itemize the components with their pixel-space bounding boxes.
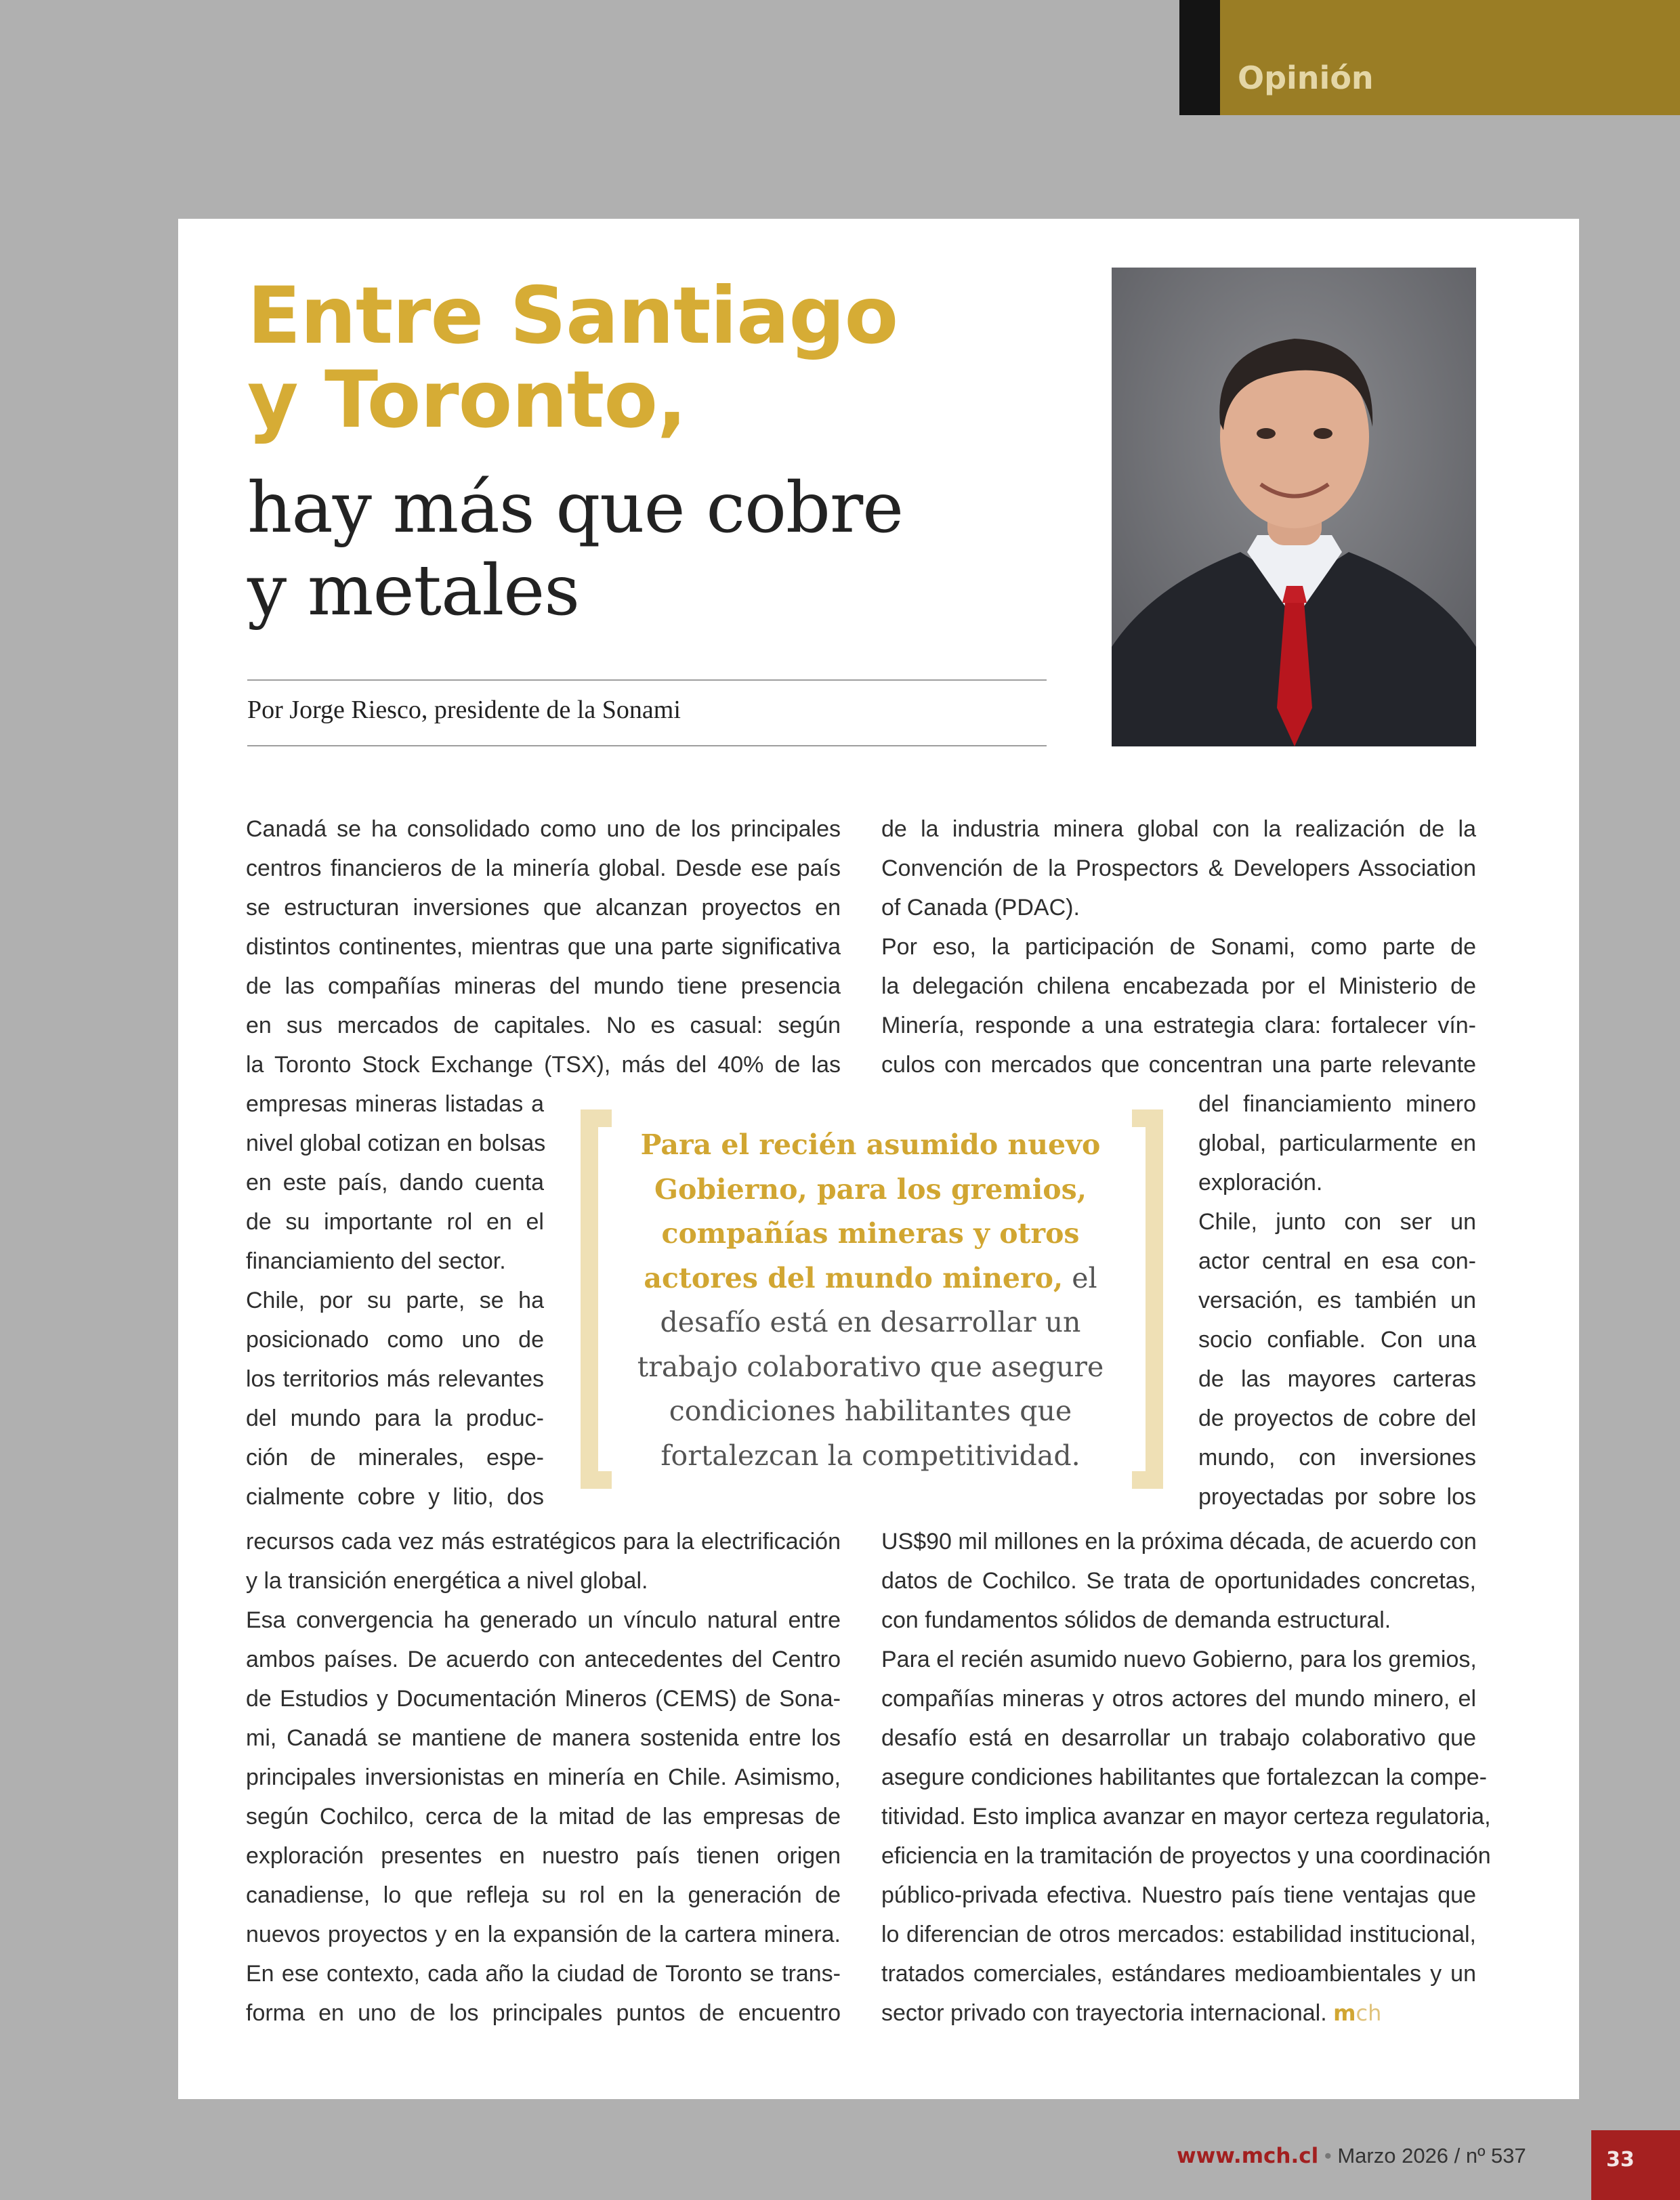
paragraph-line: de las compañías mineras del mundo tiene presencia [246, 973, 841, 999]
paragraph-line: en este país, dando cuenta [246, 1170, 544, 1196]
paragraph-line: nivel global cotizan en bolsas [246, 1130, 546, 1156]
section-tab-marker [1179, 0, 1220, 115]
paragraph-line: ción de minerales, espe- [246, 1445, 544, 1471]
section-label: Opinión [1238, 60, 1374, 96]
paragraph-line: en sus mercados de capitales. No es casual: según [246, 1013, 841, 1038]
paragraph-line: tratados comerciales, estándares medioambientales y un [881, 1961, 1476, 1987]
pull-quote-line: Para el recién asumido nuevo [640, 1128, 1101, 1161]
paragraph-line: distintos continentes, mientras que una parte significativa [246, 934, 841, 960]
footer-url-link[interactable]: www.mch.cl [1177, 2144, 1319, 2168]
paragraph-line: posicionado como uno de [246, 1327, 544, 1353]
paragraph-line: versación, es también un [1198, 1288, 1476, 1313]
paragraph-line: principales inversionistas en minería en Chile. Asimismo, [246, 1764, 841, 1790]
paragraph-line: empresas mineras listadas a [246, 1091, 544, 1117]
byline-rule-bottom [247, 745, 1047, 746]
paragraph-line: compañías mineras y otros actores del mundo minero, el [881, 1686, 1476, 1712]
pull-quote-line: condiciones habilitantes que [669, 1395, 1072, 1427]
page-number-box [1591, 2130, 1680, 2200]
paragraph-line: de Estudios y Documentación Mineros (CEMS) de Sona- [246, 1686, 841, 1712]
paragraph-line: culos con mercados que concentran una parte relevante [881, 1052, 1476, 1078]
paragraph-line: de su importante rol en el [246, 1209, 544, 1235]
section-tab [1220, 0, 1680, 115]
footer-issue: Marzo 2026 / nº 537 [1337, 2144, 1526, 2167]
paragraph-line: ambos países. De acuerdo con antecedentes del Centro [246, 1647, 841, 1672]
paragraph-line: of Canada (PDAC). [881, 895, 1080, 921]
paragraph-line: lo diferencian de otros mercados: estabilidad institucional, [881, 1922, 1476, 1947]
page-footer [1177, 2140, 1526, 2172]
pull-quote [613, 1123, 1128, 1478]
headline-light [247, 467, 925, 632]
paragraph-line: y la transición energética a nivel global. [246, 1568, 648, 1594]
paragraph-line: datos de Cochilco. Se trata de oportunidades concretas, [881, 1568, 1476, 1594]
paragraph-line: eficiencia en la tramitación de proyectos y una coordinación [881, 1843, 1491, 1869]
paragraph-line: los territorios más relevantes [246, 1366, 544, 1392]
headline-light-line: y metales [247, 549, 580, 631]
paragraph-line: recursos cada vez más estratégicos para la electrificación [246, 1529, 841, 1554]
paragraph-line: proyectadas por sobre los [1198, 1484, 1476, 1510]
paragraph-line: de la industria minera global con la realización de la [881, 816, 1476, 842]
paragraph-line: de proyectos de cobre del [1198, 1405, 1476, 1431]
paragraph-line: exploración. [1198, 1170, 1323, 1196]
quote-bracket-right-icon [1122, 1109, 1163, 1489]
portrait-photo-icon [1112, 268, 1476, 746]
page-number: 33 [1606, 2148, 1635, 2172]
paragraph-line: Para el recién asumido nuevo Gobierno, para los gremios, [881, 1647, 1477, 1672]
paragraph-line: Convención de la Prospectors & Developers Association [881, 855, 1476, 881]
paragraph-line: canadiense, lo que refleja su rol en la generación de [246, 1882, 841, 1908]
paragraph-line-final [881, 1993, 1476, 2033]
paragraph-line: Chile, por su parte, se ha [246, 1288, 544, 1313]
paragraph-line: desafío está en desarrollar un trabajo colaborativo que [881, 1725, 1476, 1751]
pull-quote-line: trabajo colaborativo que asegure [637, 1350, 1104, 1383]
paragraph-line: asegure condiciones habilitantes que fortalezcan la compe- [881, 1764, 1487, 1790]
paragraph-line: Chile, junto con ser un [1198, 1209, 1476, 1235]
paragraph-line: global, particularmente en [1198, 1130, 1476, 1156]
paragraph-line: del mundo para la produc- [246, 1405, 544, 1431]
mch-signature-mark: mch [1333, 2000, 1382, 2026]
paragraph-line: de las mayores carteras [1198, 1366, 1476, 1392]
paragraph-line: nuevos proyectos y en la expansión de la cartera minera. [246, 1922, 841, 1947]
paragraph-line: socio confiable. Con una [1198, 1327, 1476, 1353]
paragraph-line: forma en uno de los principales puntos de encuentro [246, 2000, 841, 2026]
headline-bold-line: y Toronto, [247, 354, 687, 446]
pull-quote-line: desafío está en desarrollar un [660, 1306, 1081, 1338]
headline-light-line: hay más que cobre [247, 467, 904, 549]
paragraph-line: mi, Canadá se mantiene de manera sostenida entre los [246, 1725, 841, 1751]
headline-bold-line: Entre Santiago [247, 270, 898, 362]
paragraph-line: financiamiento del sector. [246, 1248, 506, 1274]
headline-bold [247, 270, 925, 446]
paragraph-line: centros financieros de la minería global. Desde ese país [246, 855, 841, 881]
paragraph-line: En ese contexto, cada año la ciudad de Toronto se trans- [246, 1961, 841, 1987]
paragraph-line: del financiamiento minero [1198, 1091, 1476, 1117]
paragraph-line: mundo, con inversiones [1198, 1445, 1476, 1471]
paragraph-line: actor central en esa con- [1198, 1248, 1476, 1274]
byline-rule-top [247, 679, 1047, 681]
pull-quote-line: compañías mineras y otros [661, 1217, 1080, 1250]
byline: Por Jorge Riesco, presidente de la Sonami [247, 696, 681, 724]
paragraph-line: público-privada efectiva. Nuestro país tiene ventajas que [881, 1882, 1476, 1908]
paragraph-line: exploración presentes en nuestro país tienen origen [246, 1843, 841, 1869]
paragraph-line: con fundamentos sólidos de demanda estructural. [881, 1607, 1391, 1633]
paragraph-line: Canadá se ha consolidado como uno de los principales [246, 816, 841, 842]
paragraph-line: Minería, responde a una estrategia clara: fortalecer vín- [881, 1013, 1476, 1038]
paragraph-line: la Toronto Stock Exchange (TSX), más del 40% de las [246, 1052, 841, 1078]
paragraph-line: US$90 mil millones en la próxima década, de acuerdo con [881, 1529, 1477, 1554]
pull-quote-line: actores del mundo minero, el [644, 1261, 1097, 1294]
paragraph-line: se estructuran inversiones que alcanzan proyectos en [246, 895, 841, 921]
paragraph-line: Esa convergencia ha generado un vínculo natural entre [246, 1607, 841, 1633]
final-sentence: sector privado con trayectoria internacional. [881, 2000, 1327, 2026]
paragraph-line: cialmente cobre y litio, dos [246, 1484, 544, 1510]
pull-quote-line: fortalezcan la competitividad. [660, 1439, 1080, 1472]
paragraph-line: la delegación chilena encabezada por el Ministerio de [881, 973, 1476, 999]
footer-separator: • [1318, 2144, 1338, 2167]
paragraph-line: Por eso, la participación de Sonami, como parte de [881, 934, 1476, 960]
author-portrait [1112, 268, 1476, 746]
paragraph-line: titividad. Esto implica avanzar en mayor certeza regulatoria, [881, 1804, 1491, 1829]
paragraph-line: según Cochilco, cerca de la mitad de las empresas de [246, 1804, 841, 1829]
pull-quote-line: Gobierno, para los gremios, [654, 1172, 1087, 1206]
